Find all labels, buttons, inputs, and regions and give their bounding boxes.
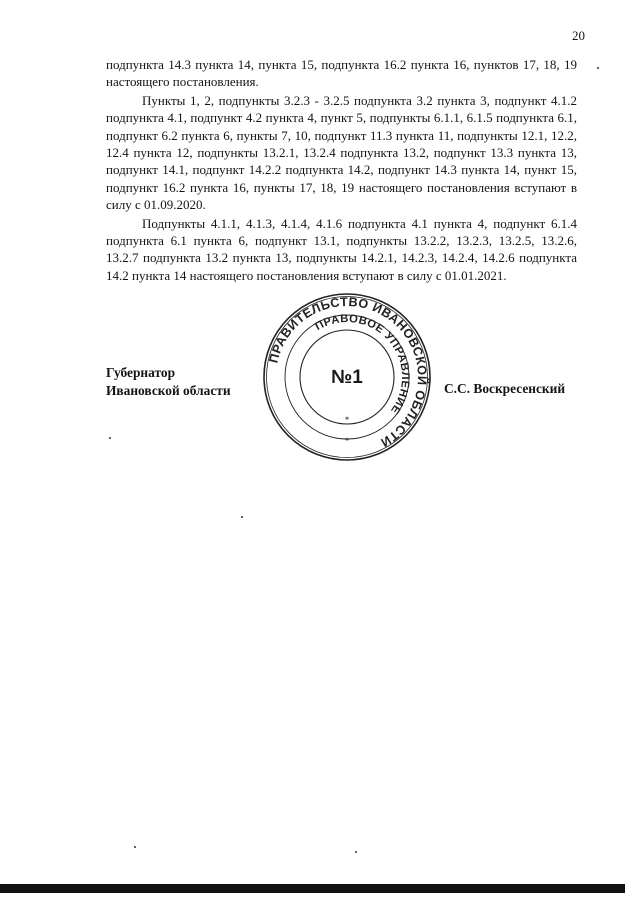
paragraph-effective-2020: Пункты 1, 2, подпункты 3.2.3 - 3.2.5 подпункта 3.2 пункта 3, подпункт 4.1.2 подпункта 4.1, подпункт 4.2 пункта 4, пункт 5, подпункты 6.1.1, 6.1.5 подпункта 6.1, подпункт 6.2 пункта 6, пункты 7, 10, подпункт 11.3 пункта 11, подпункты 12.1, 12.2, 12.4 пункта 12, подпункты 13.2.1, 13.2.4 подпункта 13.2, подпункт 13.3 пункта 13, подпункт 14.1, подпункт 14.2.2 подпункта 14.2, подпункт 14.3 пункта 14, пункт 15, подпункт 16.2 пункта 16, пункты 17, 18, 19 настоящего постановления вступают в силу с 01.09.2020. <box>106 92 577 213</box>
signatory-title-line2: Ивановской области <box>106 382 231 398</box>
signatory-title <box>106 364 231 399</box>
scan-speck <box>134 846 136 848</box>
scan-speck <box>109 437 111 439</box>
scan-bottom-edge <box>0 884 625 893</box>
page-number: 20 <box>572 28 585 43</box>
seal-outer-text: ПРАВИТЕЛЬСТВО ИВАНОВСКОЙ ОБЛАСТИ <box>266 294 430 450</box>
official-seal <box>262 292 432 462</box>
official-seal-graphic <box>262 292 432 462</box>
signatory-name: С.С. Воскресенский <box>444 381 566 396</box>
document-body <box>106 56 577 284</box>
paragraph-effective-2021: Подпункты 4.1.1, 4.1.3, 4.1.4, 4.1.6 подпункта 4.1 пункта 4, подпункт 6.1.4 подпункта 6.1 пункта 6, подпункт 13.1, подпункты 13.2.2, 13.2.3, 13.2.5, 13.2.6, 13.2.7 подпункта 13.2 пункта 13, подпункты 14.2.1, 14.2.3, 14.2.4, 14.2.6 подпункта 14.2 пункта 14 настоящего постановления вступают в силу с 01.01.2021. <box>106 215 577 283</box>
seal-star-icon: * <box>344 436 350 446</box>
scan-speck <box>355 851 357 853</box>
scan-speck <box>597 67 599 69</box>
seal-star-icon: * <box>344 415 350 425</box>
signatory-title-line1: Губернатор <box>106 365 176 380</box>
scan-speck <box>241 516 243 518</box>
seal-inner-text: ПРАВОВОЕ УПРАВЛЕНИЕ <box>313 312 412 417</box>
paragraph-continuation: подпункта 14.3 пункта 14, пункта 15, подпункта 16.2 пункта 16, пунктов 17, 18, 19 настоящего постановления. <box>106 57 577 90</box>
seal-number: №1 <box>331 367 363 388</box>
